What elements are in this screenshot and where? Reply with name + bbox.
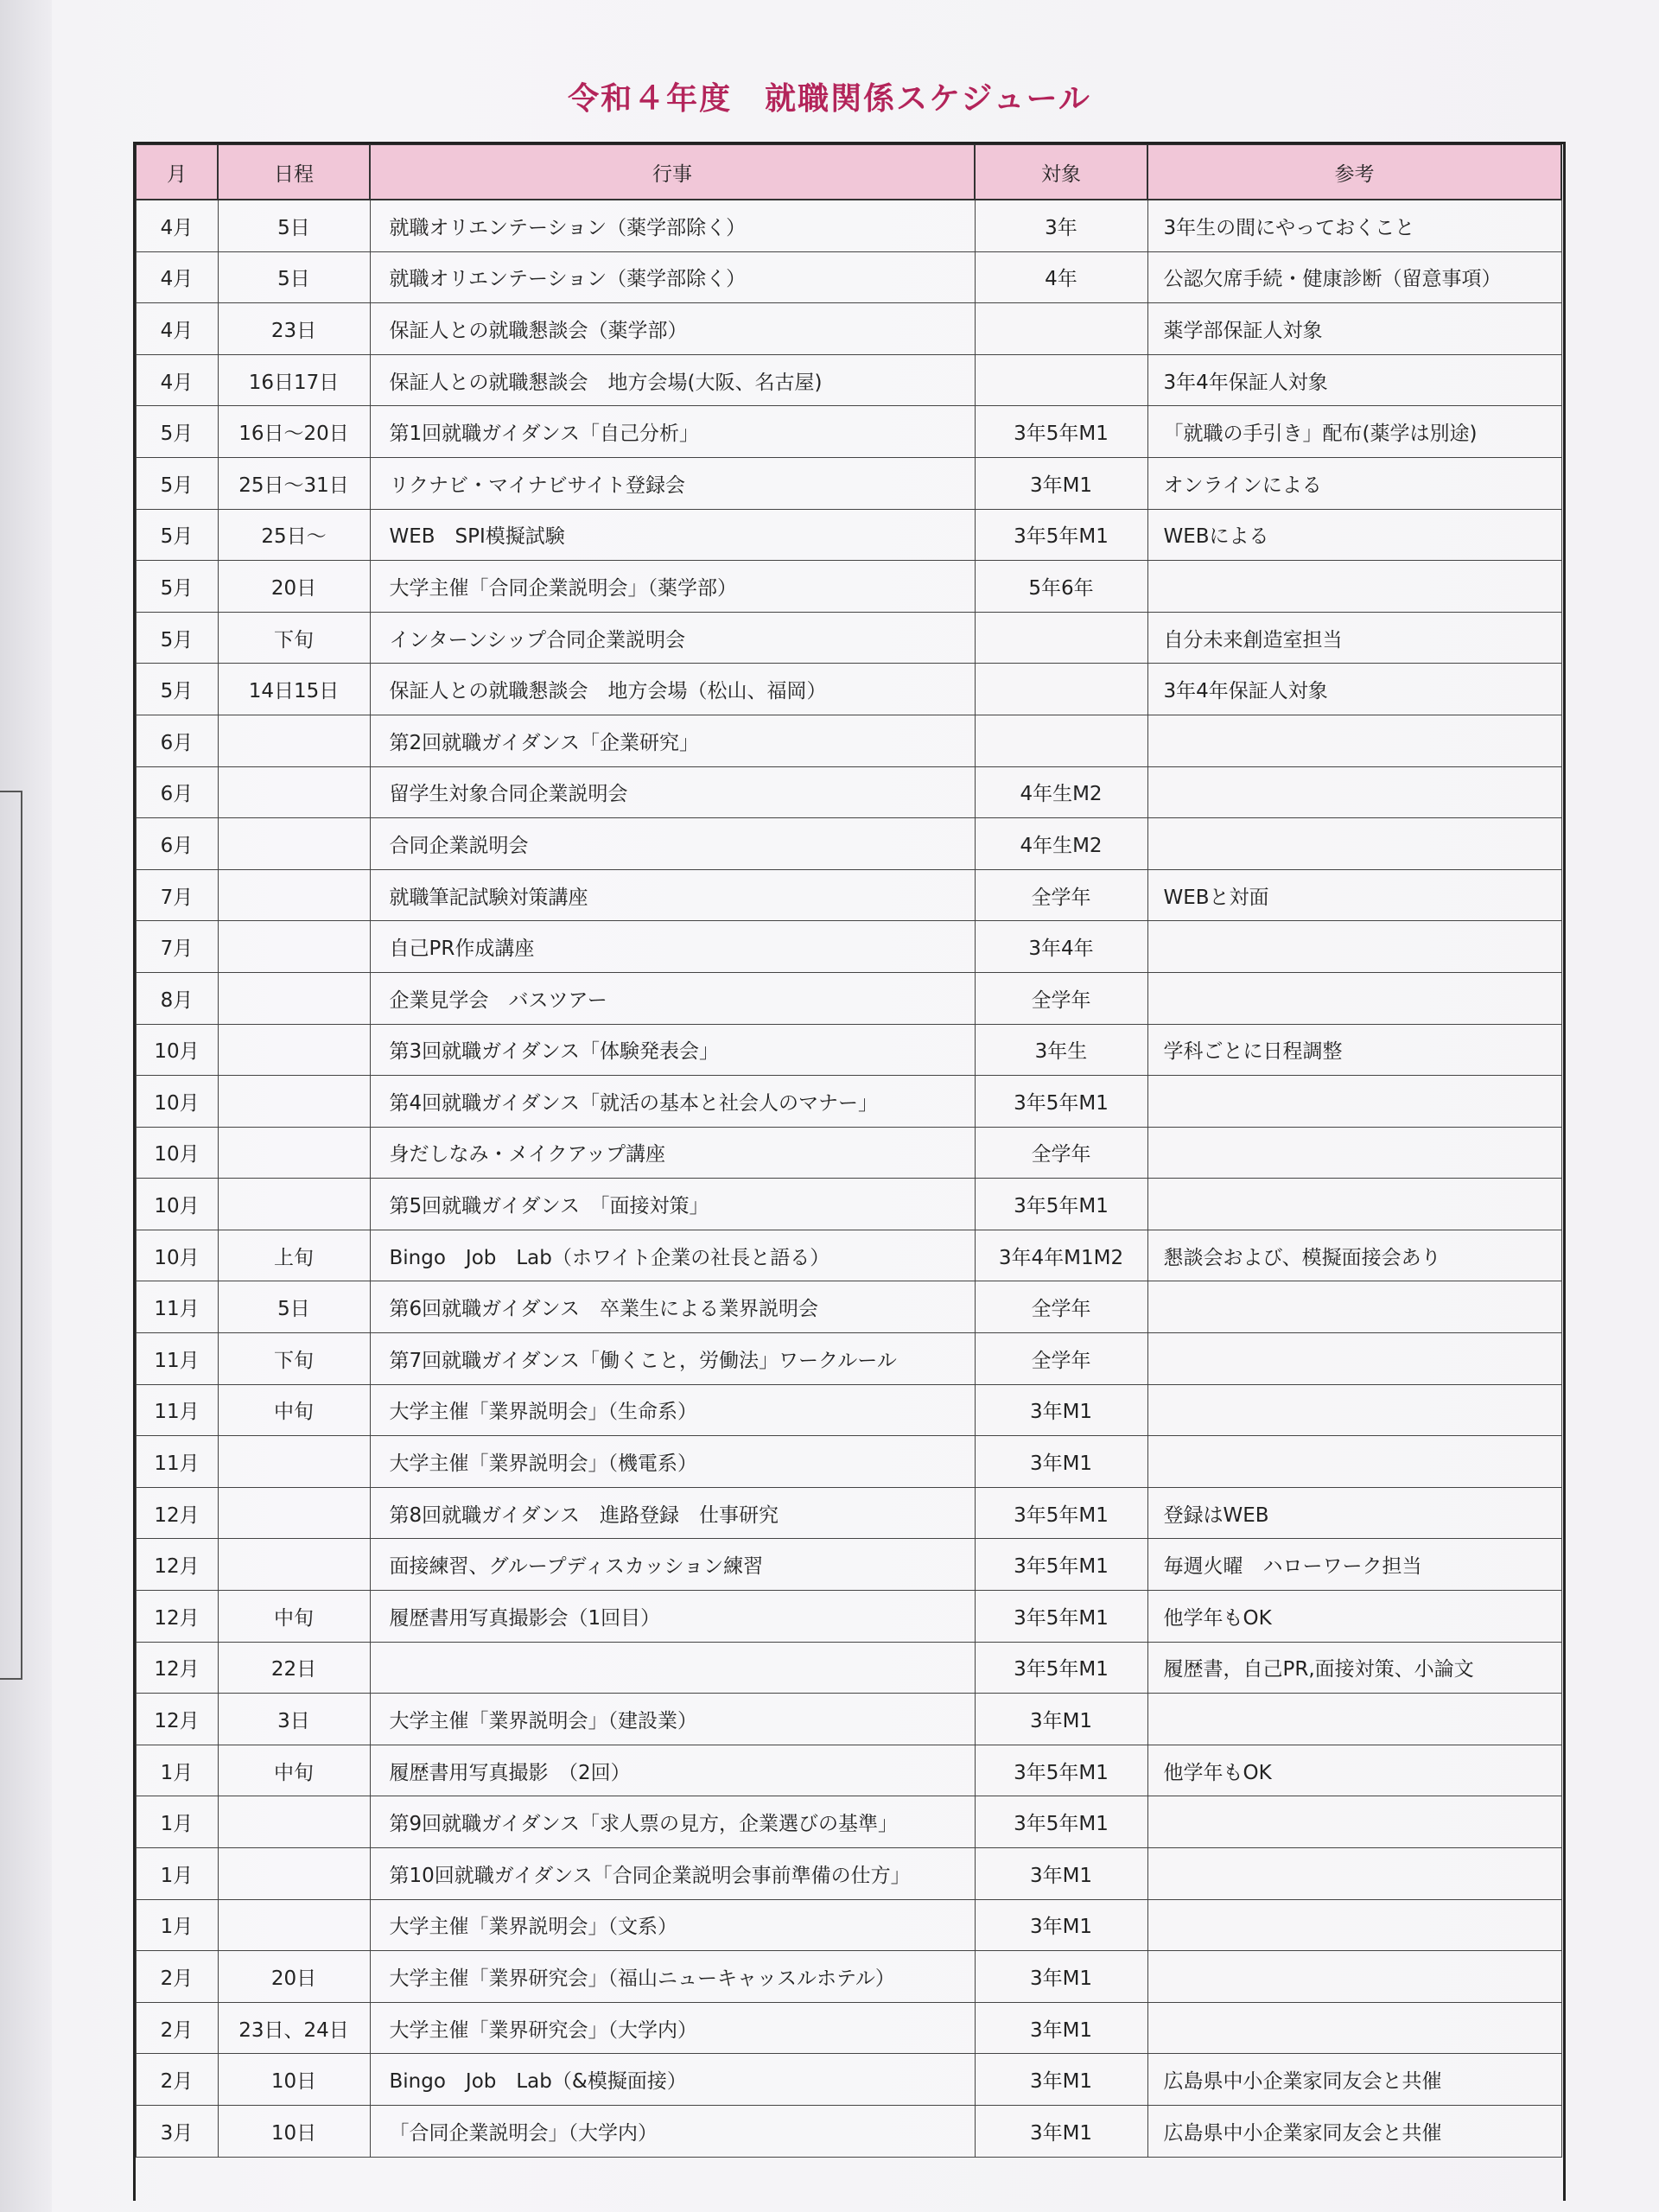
cell-date: 23日	[218, 303, 370, 355]
cell-event: 大学主催「業界説明会」（文系）	[370, 1899, 975, 1951]
cell-event: 履歴書用写真撮影 （2回）	[370, 1745, 975, 1796]
cell-note	[1147, 818, 1561, 870]
cell-note	[1147, 921, 1561, 973]
header-date: 日程	[218, 144, 370, 200]
table-row	[136, 2054, 1561, 2106]
cell-event: 第6回就職ガイダンス 卒業生による業界説明会	[370, 1281, 975, 1333]
table-row	[136, 2105, 1561, 2157]
cell-note	[1147, 1179, 1561, 1230]
table-row	[136, 1076, 1561, 1128]
cell-event: 第4回就職ガイダンス「就活の基本と社会人のマナー」	[370, 1076, 975, 1128]
cell-note	[1147, 715, 1561, 766]
table-row	[136, 1333, 1561, 1385]
cell-date: 5日	[218, 1281, 370, 1333]
cell-target: 3年5年M1	[975, 1642, 1147, 1694]
cell-note	[1147, 972, 1561, 1024]
cell-event: 大学主催「合同企業説明会」（薬学部）	[370, 561, 975, 613]
cell-month: 7月	[136, 921, 218, 973]
cell-event: 大学主催「業界説明会」（生命系）	[370, 1384, 975, 1436]
cell-event: インターンシップ合同企業説明会	[370, 612, 975, 664]
cell-event: 第2回就職ガイダンス「企業研究」	[370, 715, 975, 766]
cell-event: 大学主催「業界研究会」（大学内）	[370, 2002, 975, 2054]
table-row	[136, 509, 1561, 561]
cell-target: 3年5年M1	[975, 1591, 1147, 1643]
cell-event: 自己PR作成講座	[370, 921, 975, 973]
cell-target: 5年6年	[975, 561, 1147, 613]
cell-date	[218, 1796, 370, 1848]
cell-date	[218, 1487, 370, 1539]
cell-note: 広島県中小企業家同友会と共催	[1147, 2054, 1561, 2106]
table-row	[136, 1436, 1561, 1488]
cell-month: 11月	[136, 1436, 218, 1488]
cell-date: 20日	[218, 1951, 370, 2003]
cell-target	[975, 303, 1147, 355]
cell-target: 3年M1	[975, 2105, 1147, 2157]
cell-target: 3年M1	[975, 2002, 1147, 2054]
cell-event: 就職オリエンテーション（薬学部除く）	[370, 200, 975, 251]
cell-note	[1147, 2002, 1561, 2054]
cell-target: 3年M1	[975, 1899, 1147, 1951]
table-row	[136, 200, 1561, 251]
cell-month: 4月	[136, 200, 218, 251]
cell-target: 全学年	[975, 1127, 1147, 1179]
header-month: 月	[136, 144, 218, 200]
cell-month: 4月	[136, 251, 218, 303]
cell-event: 第1回就職ガイダンス「自己分析」	[370, 406, 975, 458]
table-row	[136, 1384, 1561, 1436]
cell-target: 3年5年M1	[975, 1796, 1147, 1848]
cell-target: 3年M1	[975, 1848, 1147, 1900]
cell-date	[218, 1076, 370, 1128]
cell-date	[218, 1848, 370, 1900]
cell-date	[218, 766, 370, 818]
cell-month: 1月	[136, 1796, 218, 1848]
cell-month: 2月	[136, 1951, 218, 2003]
cell-date: 5日	[218, 251, 370, 303]
cell-event: 保証人との就職懇談会（薬学部）	[370, 303, 975, 355]
cell-target: 3年M1	[975, 1384, 1147, 1436]
schedule-table	[135, 143, 1562, 2158]
cell-event: 身だしなみ・メイクアップ講座	[370, 1127, 975, 1179]
cell-event: 第3回就職ガイダンス「体験発表会」	[370, 1024, 975, 1076]
cell-event: 保証人との就職懇談会 地方会場（松山、福岡）	[370, 664, 975, 715]
cell-date: 23日、24日	[218, 2002, 370, 2054]
cell-event: 合同企業説明会	[370, 818, 975, 870]
cell-date: 10日	[218, 2105, 370, 2157]
cell-month: 12月	[136, 1642, 218, 1694]
cell-month: 11月	[136, 1333, 218, 1385]
cell-month: 2月	[136, 2054, 218, 2106]
page-title: 令和４年度 就職関係スケジュール	[568, 81, 1091, 117]
table-row	[136, 869, 1561, 921]
cell-month: 10月	[136, 1024, 218, 1076]
cell-event: 第8回就職ガイダンス 進路登録 仕事研究	[370, 1487, 975, 1539]
cell-note: 懇談会および、模擬面接会あり	[1147, 1230, 1561, 1281]
cell-target	[975, 664, 1147, 715]
cell-month: 6月	[136, 818, 218, 870]
cell-target	[975, 612, 1147, 664]
cell-month: 2月	[136, 2002, 218, 2054]
cell-target: 全学年	[975, 869, 1147, 921]
cell-date: 10日	[218, 2054, 370, 2106]
cell-event: Bingo Job Lab（&模擬面接）	[370, 2054, 975, 2106]
cell-target: 4年	[975, 251, 1147, 303]
table-row	[136, 1848, 1561, 1900]
cell-note: 履歴書，自己PR,面接対策、小論文	[1147, 1642, 1561, 1694]
table-row	[136, 406, 1561, 458]
cell-month: 6月	[136, 715, 218, 766]
cell-date: 14日15日	[218, 664, 370, 715]
cell-target	[975, 715, 1147, 766]
table-row	[136, 715, 1561, 766]
table-row	[136, 766, 1561, 818]
cell-target: 3年5年M1	[975, 1179, 1147, 1230]
cell-date	[218, 818, 370, 870]
table-row	[136, 1127, 1561, 1179]
cell-month: 10月	[136, 1127, 218, 1179]
table-row	[136, 612, 1561, 664]
cell-event: 保証人との就職懇談会 地方会場(大阪、名古屋)	[370, 354, 975, 406]
cell-month: 12月	[136, 1487, 218, 1539]
cell-month: 12月	[136, 1591, 218, 1643]
schedule-body	[136, 200, 1561, 2157]
cell-note: 登録はWEB	[1147, 1487, 1561, 1539]
cell-event: 第10回就職ガイダンス「合同企業説明会事前準備の仕方」	[370, 1848, 975, 1900]
cell-note: WEBと対面	[1147, 869, 1561, 921]
cell-note	[1147, 1899, 1561, 1951]
cell-target: 全学年	[975, 972, 1147, 1024]
cell-event: 「合同企業説明会」（大学内）	[370, 2105, 975, 2157]
cell-target: 3年5年M1	[975, 1487, 1147, 1539]
cell-date: 中旬	[218, 1591, 370, 1643]
cell-month: 5月	[136, 561, 218, 613]
cell-note: 薬学部保証人対象	[1147, 303, 1561, 355]
cell-note	[1147, 1076, 1561, 1128]
cell-date	[218, 1436, 370, 1488]
cell-note	[1147, 1281, 1561, 1333]
cell-note: 自分未来創造室担当	[1147, 612, 1561, 664]
cell-month: 5月	[136, 664, 218, 715]
cell-note: 3年生の間にやっておくこと	[1147, 200, 1561, 251]
cell-event: WEB SPI模擬試験	[370, 509, 975, 561]
cell-note: 広島県中小企業家同友会と共催	[1147, 2105, 1561, 2157]
cell-event: 大学主催「業界研究会」（福山ニューキャッスルホテル）	[370, 1951, 975, 2003]
cell-month: 3月	[136, 2105, 218, 2157]
cell-event: 大学主催「業界説明会」（建設業）	[370, 1694, 975, 1745]
cell-month: 10月	[136, 1179, 218, 1230]
table-row	[136, 354, 1561, 406]
cell-event: 第5回就職ガイダンス 「面接対策」	[370, 1179, 975, 1230]
cell-note	[1147, 1848, 1561, 1900]
cell-date	[218, 869, 370, 921]
cell-month: 10月	[136, 1230, 218, 1281]
cell-month: 1月	[136, 1899, 218, 1951]
cell-date	[218, 1539, 370, 1591]
cell-target: 3年5年M1	[975, 1745, 1147, 1796]
cell-date: 下旬	[218, 1333, 370, 1385]
cell-target: 4年生M2	[975, 818, 1147, 870]
cell-target: 4年生M2	[975, 766, 1147, 818]
cell-date: 16日～20日	[218, 406, 370, 458]
cell-target: 3年4年	[975, 921, 1147, 973]
cell-date	[218, 921, 370, 973]
cell-event: 留学生対象合同企業説明会	[370, 766, 975, 818]
cell-date: 22日	[218, 1642, 370, 1694]
table-row	[136, 457, 1561, 509]
cell-target: 3年M1	[975, 1436, 1147, 1488]
cell-month: 4月	[136, 303, 218, 355]
cell-event: 面接練習、グループディスカッション練習	[370, 1539, 975, 1591]
table-row	[136, 1024, 1561, 1076]
cell-target: 全学年	[975, 1281, 1147, 1333]
cell-month: 4月	[136, 354, 218, 406]
cell-target	[975, 354, 1147, 406]
cell-event: 第7回就職ガイダンス「働くこと，労働法」ワークルール	[370, 1333, 975, 1385]
cell-date: 下旬	[218, 612, 370, 664]
cell-target: 3年M1	[975, 1951, 1147, 2003]
table-row	[136, 1951, 1561, 2003]
cell-date: 25日～31日	[218, 457, 370, 509]
cell-date: 中旬	[218, 1745, 370, 1796]
table-row	[136, 251, 1561, 303]
table-row	[136, 1591, 1561, 1643]
cell-target: 3年	[975, 200, 1147, 251]
cell-month: 12月	[136, 1694, 218, 1745]
table-row	[136, 1487, 1561, 1539]
cell-note	[1147, 1333, 1561, 1385]
cell-event: Bingo Job Lab（ホワイト企業の社長と語る）	[370, 1230, 975, 1281]
table-row	[136, 1796, 1561, 1848]
table-row	[136, 921, 1561, 973]
cell-month: 7月	[136, 869, 218, 921]
table-row	[136, 1281, 1561, 1333]
cell-note: 「就職の手引き」配布(薬学は別途)	[1147, 406, 1561, 458]
cell-date	[218, 715, 370, 766]
cell-note: WEBによる	[1147, 509, 1561, 561]
cell-note: 学科ごとに日程調整	[1147, 1024, 1561, 1076]
cell-note: 他学年もOK	[1147, 1591, 1561, 1643]
table-row	[136, 1694, 1561, 1745]
cell-target: 3年5年M1	[975, 406, 1147, 458]
cell-date	[218, 972, 370, 1024]
cell-date: 3日	[218, 1694, 370, 1745]
table-header-row	[136, 144, 1561, 200]
cell-event: 大学主催「業界説明会」（機電系）	[370, 1436, 975, 1488]
cell-target: 3年5年M1	[975, 1076, 1147, 1128]
cell-date: 中旬	[218, 1384, 370, 1436]
cell-target: 3年5年M1	[975, 509, 1147, 561]
cell-date: 16日17日	[218, 354, 370, 406]
cell-target: 3年M1	[975, 457, 1147, 509]
cell-note: 公認欠席手続・健康診断（留意事項）	[1147, 251, 1561, 303]
cell-note	[1147, 1796, 1561, 1848]
cell-note	[1147, 561, 1561, 613]
cell-note: 毎週火曜 ハローワーク担当	[1147, 1539, 1561, 1591]
table-row	[136, 1642, 1561, 1694]
cell-month: 5月	[136, 612, 218, 664]
cell-event: 就職オリエンテーション（薬学部除く）	[370, 251, 975, 303]
cell-target: 3年5年M1	[975, 1539, 1147, 1591]
cell-month: 8月	[136, 972, 218, 1024]
table-row	[136, 1899, 1561, 1951]
cell-month: 10月	[136, 1076, 218, 1128]
cell-target: 全学年	[975, 1333, 1147, 1385]
cell-note	[1147, 1127, 1561, 1179]
cell-date: 上旬	[218, 1230, 370, 1281]
cell-target: 3年4年M1M2	[975, 1230, 1147, 1281]
cell-target: 3年生	[975, 1024, 1147, 1076]
cell-month: 5月	[136, 509, 218, 561]
cell-note: 3年4年保証人対象	[1147, 664, 1561, 715]
table-row	[136, 2002, 1561, 2054]
cell-date: 5日	[218, 200, 370, 251]
cell-date	[218, 1127, 370, 1179]
cell-date	[218, 1899, 370, 1951]
cell-month: 1月	[136, 1848, 218, 1900]
cell-event: 履歴書用写真撮影会（1回目）	[370, 1591, 975, 1643]
header-event: 行事	[370, 144, 975, 200]
cell-date: 25日～	[218, 509, 370, 561]
header-target: 対象	[975, 144, 1147, 200]
cell-note	[1147, 766, 1561, 818]
table-row	[136, 818, 1561, 870]
table-row	[136, 561, 1561, 613]
table-row	[136, 1230, 1561, 1281]
cell-month: 11月	[136, 1281, 218, 1333]
cell-note	[1147, 1384, 1561, 1436]
cell-date	[218, 1179, 370, 1230]
table-row	[136, 1745, 1561, 1796]
adjacent-page-frame	[0, 791, 22, 1680]
cell-target: 3年M1	[975, 1694, 1147, 1745]
cell-note: 3年4年保証人対象	[1147, 354, 1561, 406]
cell-month: 6月	[136, 766, 218, 818]
table-row	[136, 1539, 1561, 1591]
table-row	[136, 972, 1561, 1024]
cell-note: オンラインによる	[1147, 457, 1561, 509]
cell-event: リクナビ・マイナビサイト登録会	[370, 457, 975, 509]
cell-target: 3年M1	[975, 2054, 1147, 2106]
cell-event: 就職筆記試験対策講座	[370, 869, 975, 921]
cell-date	[218, 1024, 370, 1076]
cell-event	[370, 1642, 975, 1694]
cell-month: 12月	[136, 1539, 218, 1591]
header-note: 参考	[1147, 144, 1561, 200]
cell-note	[1147, 1694, 1561, 1745]
cell-date: 20日	[218, 561, 370, 613]
table-row	[136, 303, 1561, 355]
cell-month: 1月	[136, 1745, 218, 1796]
cell-month: 11月	[136, 1384, 218, 1436]
table-row	[136, 1179, 1561, 1230]
cell-event: 第9回就職ガイダンス「求人票の見方，企業選びの基準」	[370, 1796, 975, 1848]
cell-note	[1147, 1436, 1561, 1488]
cell-event: 企業見学会 バスツアー	[370, 972, 975, 1024]
table-row	[136, 664, 1561, 715]
cell-note: 他学年もOK	[1147, 1745, 1561, 1796]
cell-month: 5月	[136, 406, 218, 458]
cell-note	[1147, 1951, 1561, 2003]
cell-month: 5月	[136, 457, 218, 509]
